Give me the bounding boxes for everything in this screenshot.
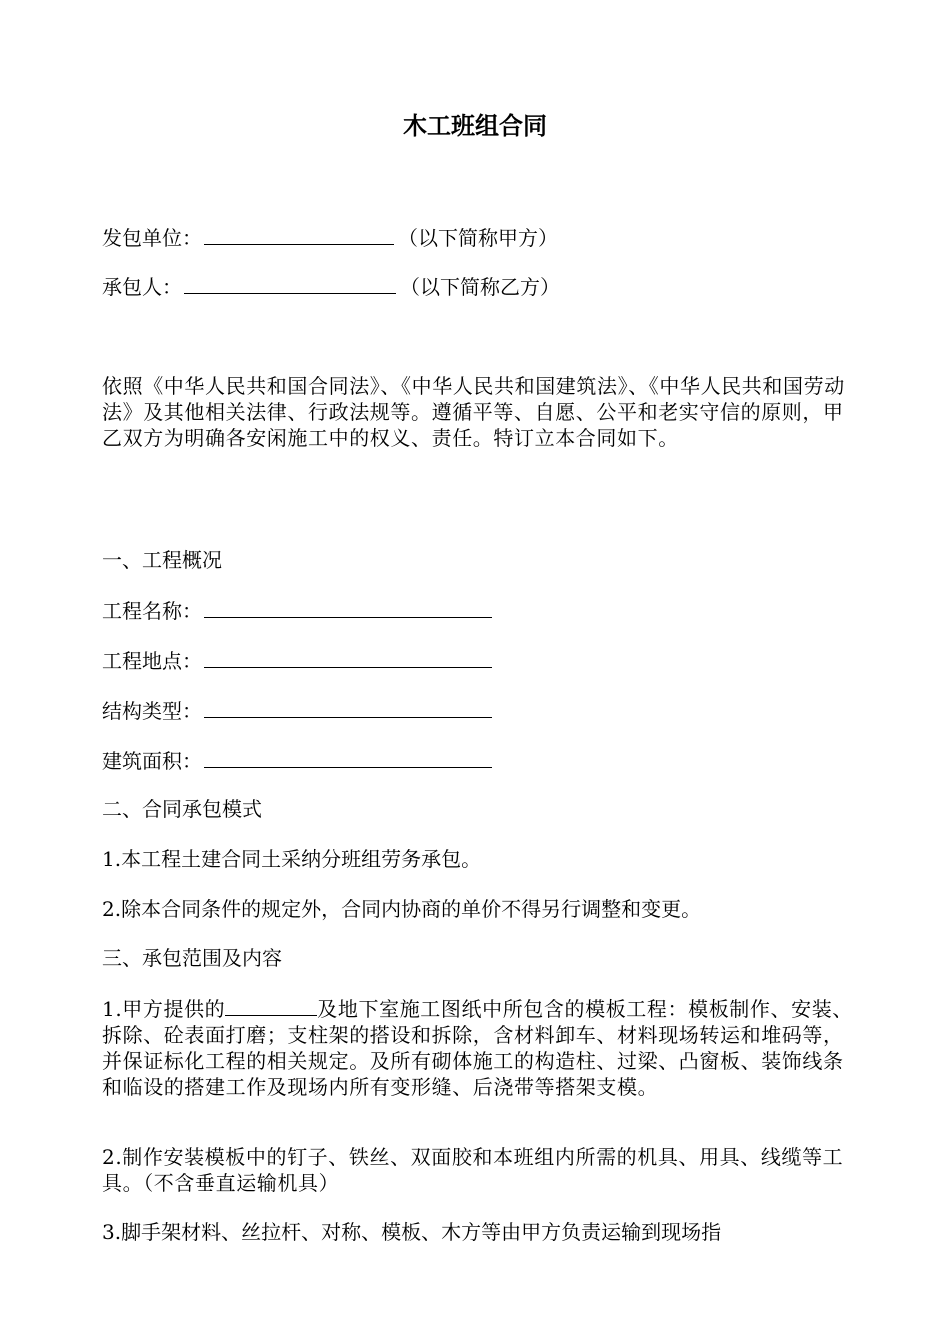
section3-item-3: 3.脚手架材料、丝拉杆、对称、模板、木方等由甲方负责运输到现场指 [102,1220,722,1244]
field-blank [204,747,492,768]
drawing-scope-blank [225,995,317,1016]
contractor-label: 承包人： [102,275,182,299]
field-label: 结构类型： [102,699,202,723]
contractor-line [102,273,560,300]
field-building-area [102,747,496,774]
section1-heading: 一、工程概况 [102,548,222,572]
field-label: 建筑面积： [102,749,202,773]
section3-item-1 [102,995,858,1100]
section2-item-2: 2.除本合同条件的规定外，合同内协商的单价不得另行调整和变更。 [102,897,702,921]
preamble-paragraph: 依照《中华人民共和国合同法》、《中华人民共和国建筑法》、《中华人民共和国劳动法》及其他相关法律、行政法规等。遵循平等、自愿、公平和老实守信的原则，甲乙双方为明确各安闲施工中的权义、责任。特订立本合同如下。 [102,374,845,450]
section2-heading: 二、合同承包模式 [102,797,262,821]
employer-label: 发包单位： [102,226,202,250]
field-project-location [102,647,496,674]
section3-item-1-rest: 及地下室施工图纸中所包含的模板工程：模板制作、安装、拆除、砼表面打磨；支柱架的搭设和拆除，含材料卸车、材料现场转运和堆码等，并保证标化工程的相关规定。及所有砌体施工的构造柱、过梁、凸窗板、装饰线条和临设的搭建工作及现场内所有变形缝、后浇带等搭架支模。 [102,997,853,1099]
field-project-name [102,597,496,624]
field-structure-type [102,697,496,724]
field-blank [204,597,492,618]
section3-item-2: 2.制作安装模板中的钉子、铁丝、双面胶和本班组内所需的机具、用具、线缆等工具。（不含垂直运输机具） [102,1145,844,1195]
section2-item-1: 1.本工程土建合同土采纳分班组劳务承包。 [102,847,482,871]
section3-item-1-prefix: 1.甲方提供的 [102,997,226,1021]
contractor-blank [184,273,396,294]
employer-blank [204,224,394,245]
employer-suffix: （以下简称甲方） [398,226,558,250]
contractor-suffix: （以下简称乙方） [400,275,560,299]
field-label: 工程名称： [102,599,202,623]
field-label: 工程地点： [102,649,202,673]
field-blank [204,647,492,668]
field-blank [204,697,492,718]
section3-heading: 三、承包范围及内容 [102,946,282,970]
employer-line [102,224,558,251]
document-title: 木工班组合同 [403,112,547,140]
